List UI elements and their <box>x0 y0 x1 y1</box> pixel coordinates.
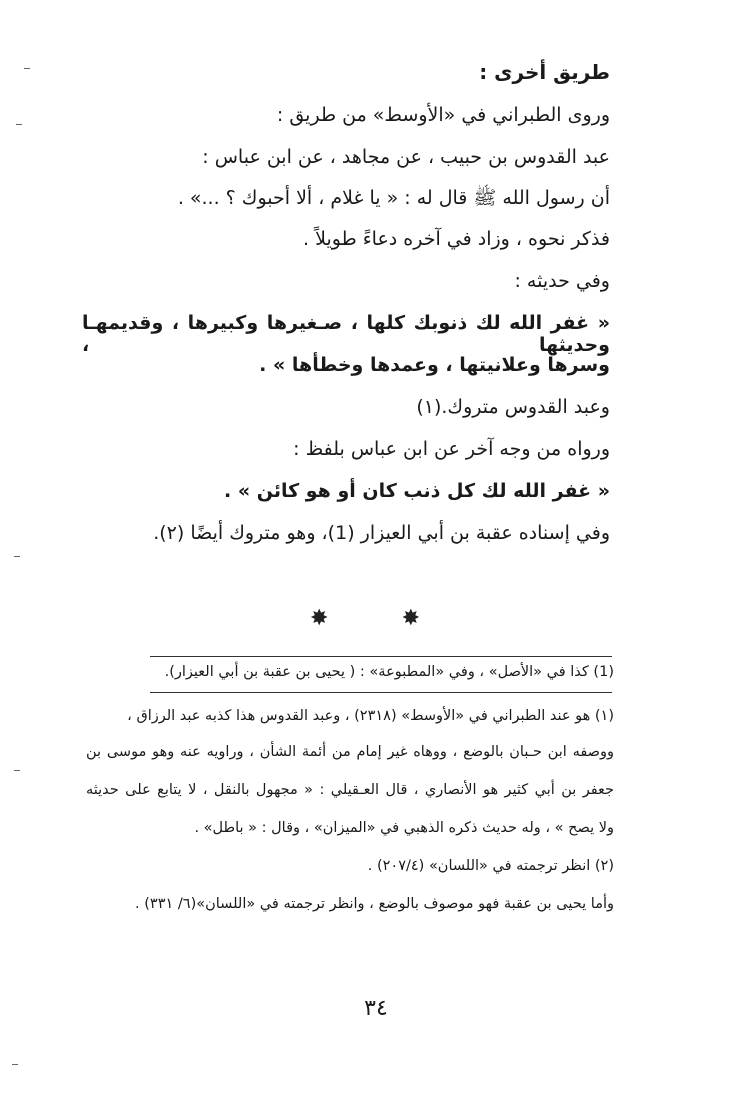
hadith-line: « غفر الله لك ذنوبك كلها ، صـغيرها وكبيرها ، وقديمهـا وحديثها ، <box>82 312 610 356</box>
footnote-rule <box>150 656 612 657</box>
star-ornament-icon: ✸ <box>310 606 329 631</box>
footnote-rule <box>150 692 612 693</box>
hadith-line: « غفر الله لك كل ذنب كان أو هو كائن » . <box>224 480 610 502</box>
footnote-line: جعفر بن أبي كثير هو الأنصاري ، قال العـقيلي : « مجهول بالنقل ، لا يتابع على حديثه <box>86 782 614 798</box>
star-ornament-icon: ✸ <box>401 606 420 631</box>
text-line: وعبد القدوس متروك.(١) <box>416 396 610 418</box>
margin-mark <box>14 556 20 557</box>
section-heading: طريق أخرى : <box>479 60 610 84</box>
margin-mark <box>24 68 30 69</box>
text-line: أن رسول الله ﷺ قال له : « يا غلام ، ألا أحبوك ؟ ...» . <box>177 187 610 209</box>
footnote-line: (1) كذا في «الأصل» ، وفي «المطبوعة» : ( يحيى بن عقبة بن أبي العيزار). <box>164 664 614 680</box>
footnote-line: ووصفه ابن حـبان بالوضع ، ووهاه غير إمام من أئمة الشأن ، وراويه عنه وهو موسى بن <box>86 744 614 760</box>
footnote-line: ولا يصح » ، وله حديث ذكره الذهبي في «الميزان» ، وقال : « باطل» . <box>194 820 614 836</box>
text-line: وفي إسناده عقبة بن أبي العيزار (1)، وهو متروك أيضًا (٢). <box>153 522 610 544</box>
footnote-line: (١) هو عند الطبراني في «الأوسط» (٢٣١٨) ، وعبد القدوس هذا كذبه عبد الرزاق ، <box>127 708 614 724</box>
text-line: وفي حديثه : <box>514 270 610 292</box>
text-line: ورواه من وجه آخر عن ابن عباس بلفظ : <box>293 438 610 460</box>
text-line: عبد القدوس بن حبيب ، عن مجاهد ، عن ابن عباس : <box>202 146 610 168</box>
section-divider <box>310 606 420 631</box>
text-line: وروى الطبراني في «الأوسط» من طريق : <box>276 104 610 126</box>
margin-mark <box>16 124 22 125</box>
text-line: فذكر نحوه ، وزاد في آخره دعاءً طويلاً . <box>303 228 610 250</box>
page-number: ٣٤ <box>364 996 388 1021</box>
margin-mark <box>12 1064 18 1065</box>
margin-mark <box>14 770 20 771</box>
footnote-line: وأما يحيى بن عقبة فهو موصوف بالوضع ، وانظر ترجمته في «اللسان»(٦/ ٣٣١) . <box>135 896 614 912</box>
footnote-line: (٢) انظر ترجمته في «اللسان» (٢٠٧/٤) . <box>367 858 614 874</box>
hadith-line: وسرها وعلانيتها ، وعمدها وخطأها » . <box>259 354 610 376</box>
